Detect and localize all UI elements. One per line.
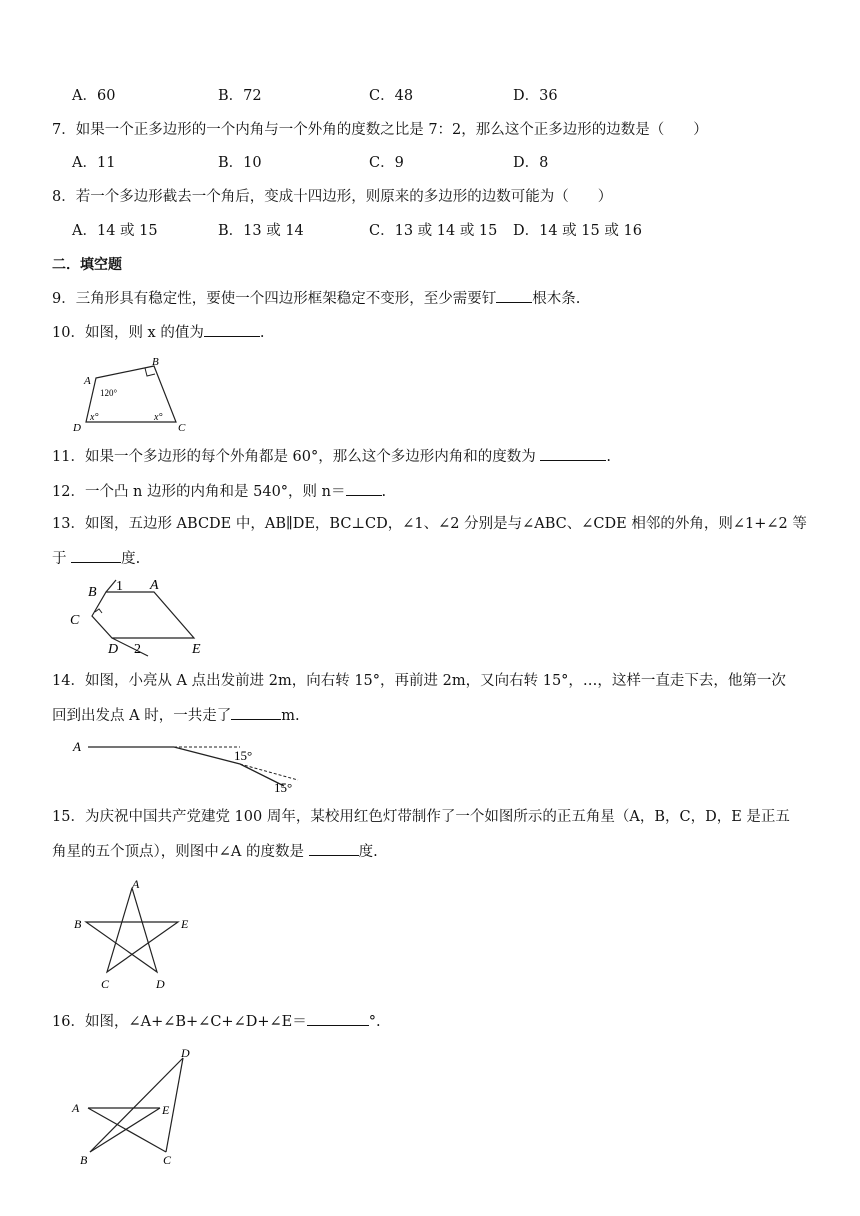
q7-option-d: D．8 bbox=[513, 155, 549, 171]
q16-text: 16．如图，∠A+∠B+∠C+∠D+∠E＝ bbox=[52, 1014, 307, 1030]
q10-figure bbox=[68, 352, 188, 434]
q15-label-a: A bbox=[132, 877, 140, 891]
q11-line bbox=[52, 446, 611, 467]
q15-label-b: B bbox=[74, 917, 82, 931]
q15-line2 bbox=[52, 841, 378, 862]
q15-text-end: 度. bbox=[358, 844, 378, 860]
q15-label-c: C bbox=[101, 977, 110, 991]
q12-text: 12．一个凸 n 边形的内角和是 540°，则 n＝ bbox=[52, 484, 346, 500]
q10-x-label-left: x° bbox=[90, 412, 99, 423]
q10-x-label-right: x° bbox=[154, 412, 163, 423]
q10-label-a: A bbox=[84, 375, 91, 387]
q9-text-end: 根木条. bbox=[532, 291, 581, 307]
q16-label-b: B bbox=[80, 1153, 88, 1166]
q16-answer-blank[interactable] bbox=[307, 1011, 369, 1026]
q11-text-end: . bbox=[606, 449, 611, 465]
q8-option-d: D．14 或 15 或 16 bbox=[513, 223, 642, 239]
q7-option-b: B．10 bbox=[218, 155, 262, 171]
q10-answer-blank[interactable] bbox=[204, 322, 260, 337]
q7-text: 7．如果一个正多边形的一个内角与一个外角的度数之比是 7：2，那么这个正多边形的边数是（ ） bbox=[52, 122, 708, 138]
q14-line2 bbox=[52, 705, 300, 726]
q16-label-c: C bbox=[163, 1153, 172, 1166]
q13-label-d: D bbox=[108, 642, 119, 657]
q10-label-b: B bbox=[152, 356, 159, 368]
q10-line bbox=[52, 322, 264, 343]
q12-answer-blank[interactable] bbox=[346, 481, 382, 496]
q8-option-b: B．13 或 14 bbox=[218, 223, 304, 239]
q13-line2 bbox=[52, 548, 140, 569]
q13-label-1: 1 bbox=[116, 579, 123, 594]
q14-text: 回到出发点 A 时，一共走了 bbox=[52, 708, 232, 724]
q14-label-a: A bbox=[73, 739, 81, 754]
q14-figure bbox=[68, 734, 308, 796]
q7-option-a: A．11 bbox=[72, 155, 116, 171]
q10-label-d: D bbox=[73, 422, 81, 434]
q8-text: 8．若一个多边形截去一个角后，变成十四边形，则原来的多边形的边数可能为（ ） bbox=[52, 189, 613, 205]
q11-text: 11．如果一个多边形的每个外角都是 60°，那么这个多边形内角和的度数为 bbox=[52, 449, 536, 465]
q16-label-d: D bbox=[181, 1046, 190, 1060]
q14-line1: 14．如图，小亮从 A 点出发前进 2m，向右转 15°，再前进 2m，又向右转 15°，…，这样一直走下去，他第一次 bbox=[52, 673, 786, 689]
q13-label-a: A bbox=[150, 578, 159, 593]
q15-label-e: E bbox=[181, 917, 189, 931]
q15-line1: 15．为庆祝中国共产党建党 100 周年，某校用红色灯带制作了一个如图所示的正五角星（A，B，C，D，E 是正五 bbox=[52, 809, 790, 825]
q9-line bbox=[52, 288, 580, 309]
q13-figure bbox=[66, 576, 216, 660]
q14-answer-blank[interactable] bbox=[231, 705, 281, 720]
q13-label-c: C bbox=[70, 613, 80, 628]
q10-text: 10．如图，则 x 的值为 bbox=[52, 325, 204, 341]
q16-line bbox=[52, 1011, 381, 1032]
q6-option-a: A．60 bbox=[72, 88, 116, 104]
q15-text: 角星的五个顶点），则图中∠A 的度数是 bbox=[52, 844, 304, 860]
q13-label-2: 2 bbox=[134, 642, 141, 657]
q16-text-end: °. bbox=[368, 1014, 381, 1030]
q13-line1: 13．如图，五边形 ABCDE 中，AB∥DE，BC⊥CD，∠1、∠2 分别是与∠ABC、∠CDE 相邻的外角，则∠1+∠2 等 bbox=[52, 516, 807, 532]
q13-label-e: E bbox=[192, 642, 201, 657]
q9-text: 9．三角形具有稳定性，要使一个四边形框架稳定不变形，至少需要钉 bbox=[52, 291, 497, 307]
q7-option-c: C．9 bbox=[369, 155, 404, 171]
q8-option-a: A．14 或 15 bbox=[72, 223, 158, 239]
q13-answer-blank[interactable] bbox=[71, 548, 121, 563]
q13-label-b: B bbox=[88, 585, 97, 600]
q14-angle-label-2: 15° bbox=[274, 780, 293, 795]
q15-figure bbox=[70, 874, 200, 994]
section-title: 二．填空题 bbox=[52, 257, 122, 273]
q6-option-b: B．72 bbox=[218, 88, 262, 104]
q13-text-end: 度. bbox=[121, 551, 141, 567]
q16-label-e: E bbox=[162, 1103, 170, 1117]
q6-option-c: C．48 bbox=[369, 88, 414, 104]
q14-angle-label-1: 15° bbox=[234, 748, 253, 763]
q16-figure bbox=[68, 1042, 208, 1166]
q12-text-end: . bbox=[381, 484, 387, 500]
q11-answer-blank[interactable] bbox=[540, 446, 606, 461]
q10-label-c: C bbox=[178, 422, 186, 434]
q10-angle-label: 120° bbox=[100, 388, 118, 398]
q15-answer-blank[interactable] bbox=[309, 841, 359, 856]
q14-text-end: m. bbox=[281, 708, 300, 724]
q13-text: 于 bbox=[52, 551, 67, 567]
q8-option-c: C．13 或 14 或 15 bbox=[369, 223, 498, 239]
q16-label-a: A bbox=[72, 1101, 80, 1115]
q10-text-end: . bbox=[259, 325, 265, 341]
q12-line bbox=[52, 481, 386, 502]
q6-option-d: D．36 bbox=[513, 88, 558, 104]
q9-answer-blank[interactable] bbox=[496, 288, 532, 303]
q15-label-d: D bbox=[156, 977, 165, 991]
